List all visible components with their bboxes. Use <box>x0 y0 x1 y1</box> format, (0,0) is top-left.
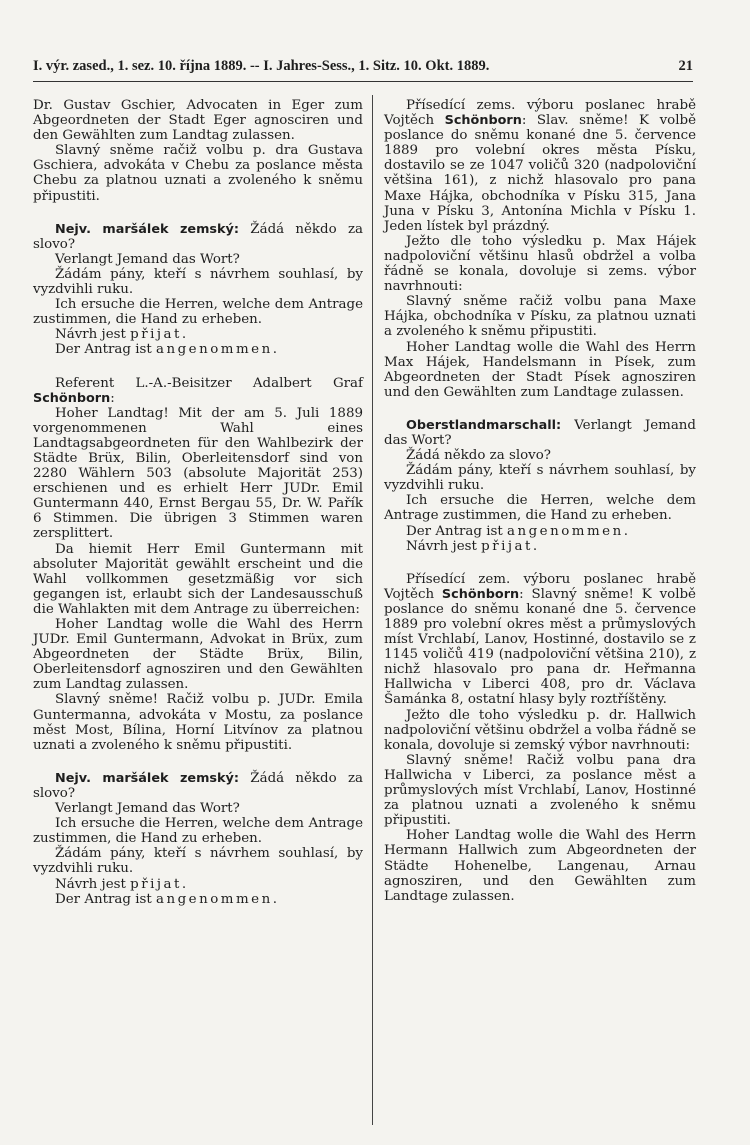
paragraph-text: Ich ersuche die Herren, welche dem Antrage zustimmen, die Hand zu erheben. <box>33 297 363 328</box>
paragraph <box>384 539 696 554</box>
right-column <box>384 98 696 904</box>
paragraph <box>33 342 363 357</box>
paragraph-text: Žádá někdo za slovo? <box>33 221 363 252</box>
paragraph <box>384 753 696 828</box>
paragraph <box>33 222 363 252</box>
paragraph-text: Slavný sněme račiž volbu p. dra Gustava Gschiera, advokáta v Chebu za poslance města Chebu za platnou uznati a zvoleného k sněmu připustiti. <box>33 143 363 204</box>
paragraph-text: Ich ersuche die Herren, welche dem Antrage zustimmen, die Hand zu erheben. <box>384 493 696 524</box>
paragraph-text: Referent L.-A.-Beisitzer Adalbert Graf <box>55 375 363 391</box>
paragraph-text: Návrh jest <box>55 327 131 343</box>
paragraph <box>33 376 363 406</box>
paragraph-text: Der Antrag ist <box>406 523 507 539</box>
left-column <box>33 98 363 907</box>
paragraph-text: Hoher Landtag wolle die Wahl des Herrn Max Hájek, Handelsmann in Písek, zum Abgeordneten der Stadt Písek agnosziren und den Gewählten zum Landtage zulassen. <box>384 339 696 400</box>
paragraph-text: . <box>181 327 187 343</box>
paragraph <box>33 816 363 846</box>
paragraph-text: Přísedící zems. výboru poslanec hrabě Vojtěch <box>384 98 696 129</box>
paragraph-text: . <box>272 891 277 907</box>
spaced-word: přijat <box>130 876 182 892</box>
speaker-label: Oberstlandmarschall: <box>406 417 562 433</box>
paragraph <box>33 846 363 876</box>
speaker-name: Schönborn <box>444 113 522 129</box>
paragraph-text: . <box>623 523 628 539</box>
paragraph-text: : <box>110 390 115 406</box>
paragraph-text: : Slav. sněme! K volbě poslance do sněmu konané dne 5. července 1889 pro volební okres města Písku, dostavilo se ze 1047 voličů 320 (nadpoloviční většina 161), z nichž hlasovalo pro pana Maxe Hájka, obchodníka v Písku 315, Jana Juna v Písku 3, Antonína Michla v Písku 1. Jeden lístek byl prázdný. <box>384 113 696 234</box>
paragraph-text: Návrh jest <box>406 538 482 554</box>
paragraph <box>384 572 696 708</box>
column-divider <box>372 95 373 1125</box>
paragraph-text: Der Antrag ist <box>55 342 156 358</box>
spaced-word: angenommen <box>507 523 624 539</box>
paragraph <box>33 877 363 892</box>
paragraph <box>33 801 363 816</box>
paragraph <box>384 418 696 448</box>
paragraph-text: Hoher Landtag wolle die Wahl des Herrn Hermann Hallwich zum Abgeordneten der Städte Hohenelbe, Langenau, Arnau agnosziren, und den Gewählten zum Landtage zulassen. <box>384 828 696 904</box>
paragraph-text: Slavný sněme! Račiž volbu pana dra Hallwicha v Liberci, za poslance měst a průmyslových míst Vrchlabí, Lanov, Hostinné za platnou uznati a zvoleného k sněmu připustiti. <box>384 752 696 829</box>
paragraph <box>384 294 696 339</box>
paragraph-text: . <box>181 876 187 892</box>
paragraph <box>33 267 363 297</box>
paragraph <box>33 617 363 692</box>
paragraph-text: Der Antrag ist <box>55 891 156 907</box>
paragraph-text: Žádá někdo za slovo? <box>406 448 551 464</box>
paragraph-text: Verlangt Jemand das Wort? <box>55 251 240 267</box>
paragraph-text: Verlangt Jemand das Wort? <box>384 417 696 448</box>
paragraph-text: Slavný sněme račiž volbu pana Maxe Hájka, obchodníka v Písku, za platnou uznati a zvoleného k sněmu připustiti. <box>384 294 696 340</box>
paragraph <box>384 234 696 294</box>
paragraph-text: Da hiemit Herr Emil Guntermann mit absoluter Majorität gewählt erscheint und die Wahl vollkommen gesetzmäßig vor sich gegangen ist, erlaubt sich der Landesausschuß die Wahlakten mit dem Antrage zu überreichen: <box>33 541 363 617</box>
paragraph <box>33 98 363 143</box>
paragraph-text: Žádám pány, kteří s návrhem souhlasí, by vyzdvihli ruku. <box>33 266 363 298</box>
paragraph <box>384 463 696 493</box>
paragraph-text: Verlangt Jemand das Wort? <box>55 801 240 817</box>
paragraph-text: Hoher Landtag wolle die Wahl des Herrn JUDr. Emil Guntermann, Advokat in Brüx, zum Abgeordneten der Städte Brüx, Bilin, Oberleitensdorf agnosziren und den Gewählten zum Landtag zulassen. <box>33 617 363 693</box>
page-number: 21 <box>678 58 693 74</box>
spaced-word: angenommen <box>156 891 273 907</box>
header-title: I. výr. zased., 1. sez. 10. října 1889. -- I. Jahres-Sess., 1. Sitz. 10. Okt. 1889. <box>33 58 490 74</box>
paragraph-text: Hoher Landtag! Mit der am 5. Juli 1889 vorgenommenen Wahl eines Landtagsabgeordneten für den Wahlbezirk der Städte Brüx, Bilin, Oberleitensdorf sind von 2280 Wählern 503 (absolute Majorität 253) erschienen und es erhielt Herr JUDr. Emil Guntermann 440, Ernst Bergau 55, Dr. W. Pařík 6 Stimmen. Die übrigen 3 Stimmen waren zersplittert. <box>33 405 363 542</box>
paragraph-text: . <box>272 342 277 358</box>
paragraph <box>384 340 696 400</box>
paragraph-text: Žádám pány, kteří s návrhem souhlasí, by vyzdvihli ruku. <box>384 463 696 494</box>
paragraph <box>384 524 696 539</box>
paragraph-text: Žádá někdo za slovo? <box>33 770 363 801</box>
paragraph-text: . <box>532 538 538 554</box>
paragraph-text: Ich ersuche die Herren, welche dem Antrage zustimmen, die Hand zu erheben. <box>33 816 363 847</box>
spaced-word: přijat <box>481 538 533 554</box>
speaker-label: Nejv. maršálek zemský: <box>55 221 240 237</box>
paragraph-text: Slavný sněme! Račiž volbu p. JUDr. Emila Guntermanna, advokáta v Mostu, za poslance měst Most, Bílina, Horní Litvínov za platnou uznati a zvoleného k sněmu připustiti. <box>33 692 363 753</box>
paragraph <box>384 448 696 463</box>
paragraph-text: Dr. Gustav Gschier, Advocaten in Eger zum Abgeordneten der Stadt Eger agnosciren und den Gewählten zum Landtag zulassen. <box>33 98 363 144</box>
speaker-name: Schönborn <box>33 390 111 406</box>
spaced-word: přijat <box>130 327 182 343</box>
paragraph <box>384 98 696 234</box>
paragraph-text: Žádám pány, kteří s návrhem souhlasí, by vyzdvihli ruku. <box>33 846 363 877</box>
paragraph <box>33 297 363 327</box>
paragraph-text: : Slavný sněme! K volbě poslance do sněmu konané dne 5. července 1889 pro volební okres měst a průmyslových míst Vrchlabí, Lanov, Hostinné, dostavilo se z 1145 voličů 419 (nadpoloviční většina 210), z nichž hlasovalo pro pana dr. Heřmanna Hallwicha v Liberci 408, pro dr. Václava Šamánka 8, ostatní hlasy byly roztříštěny. <box>384 586 696 708</box>
paragraph <box>33 327 363 342</box>
paragraph-text: Ježto dle toho výsledku p. dr. Hallwich nadpoloviční většinu obdržel a volba řádně se konala, dovoluje si zemský výbor navrhnouti: <box>384 707 696 753</box>
speaker-label: Nejv. maršálek zemský: <box>55 770 240 786</box>
running-header <box>33 56 693 80</box>
paragraph <box>384 828 696 903</box>
paragraph <box>33 252 363 267</box>
paragraph-text: Ježto dle toho výsledku p. Max Hájek nadpoloviční většinu hlasů obdržel a volba řádně se konala, dovoluje si zems. výbor navrhnouti: <box>384 233 696 295</box>
paragraph <box>33 892 363 907</box>
paragraph <box>384 493 696 523</box>
paragraph <box>384 708 696 753</box>
paragraph-text: Přísedící zem. výboru poslanec hrabě Vojtěch <box>384 571 696 602</box>
speaker-name: Schönborn <box>441 586 520 602</box>
paragraph <box>33 692 363 752</box>
paragraph-text: Návrh jest <box>55 876 131 892</box>
header-rule <box>33 81 693 82</box>
paragraph <box>33 143 363 203</box>
paragraph <box>33 542 363 617</box>
spaced-word: angenommen <box>156 342 273 358</box>
paragraph <box>33 771 363 801</box>
paragraph <box>33 406 363 542</box>
